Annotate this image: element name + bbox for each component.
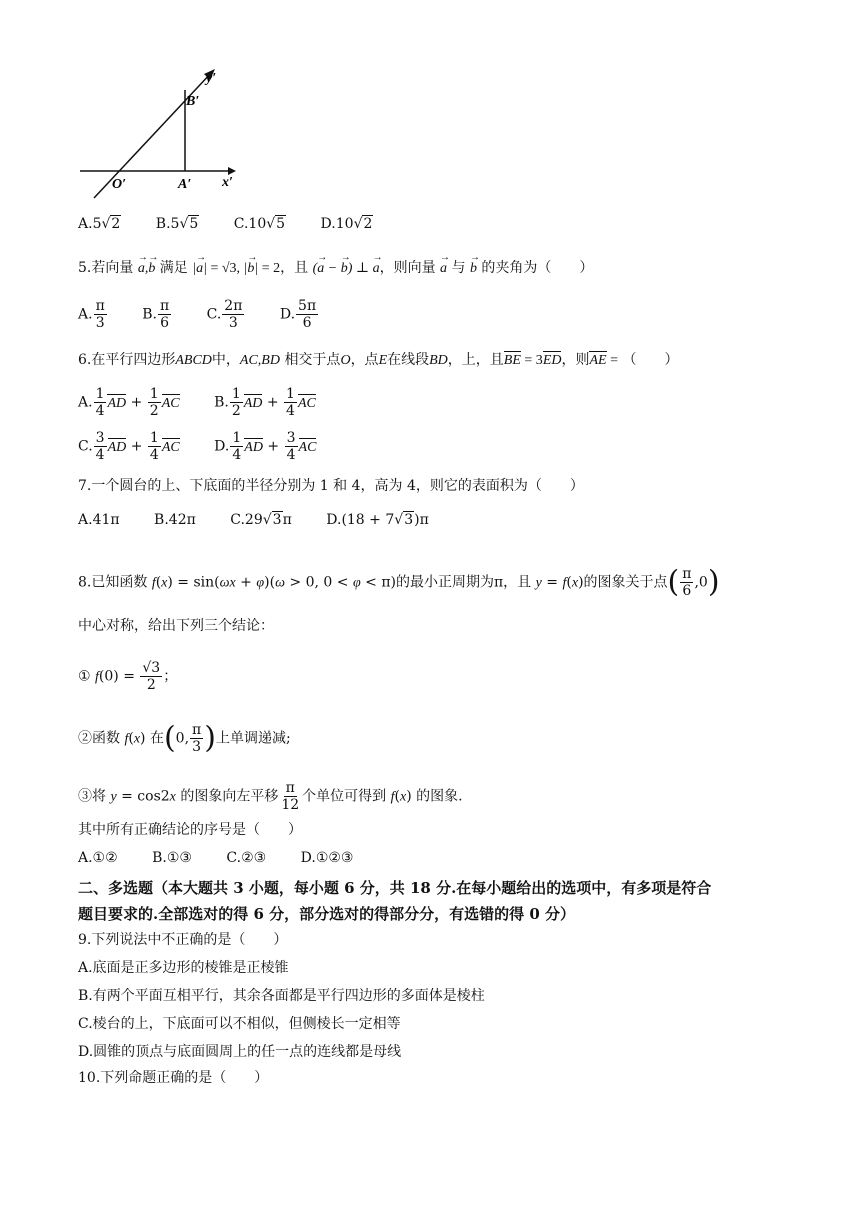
q4-options <box>78 214 403 234</box>
q6-option-a: A. $\frac{1}{4}$ AD + $\frac{1}{2}$ AC <box>78 386 180 419</box>
q7-option-d: D.(18 + 7√3)π <box>326 512 429 528</box>
q8-line2: 中心对称，给出下列三个结论： <box>78 618 274 634</box>
oblique-figure <box>78 62 248 202</box>
q7-options <box>78 510 459 530</box>
q9-option-d: D.圆锥的顶点与底面圆周上的任一点的连线都是母线 <box>78 1044 402 1060</box>
q9-option-b: B.有两个平面互相平行，其余各面都是平行四边形的多面体是棱柱 <box>78 988 485 1004</box>
q5-option-d: D. $\frac{5\pi}{6}$ <box>279 298 317 331</box>
section2-heading-1: 二、多选题（本大题共 3 小题，每小题 6 分，共 18 分.在每小题给出的选项中，有多项是符合 <box>78 879 712 897</box>
q6-options-ab <box>78 386 346 419</box>
q9-stem: 9.下列说法中不正确的是（ ） <box>78 932 288 948</box>
q7-option-b: B.42π <box>154 512 196 528</box>
label-o: O′ <box>112 177 127 192</box>
q8-ask: 其中所有正确结论的序号是（ ） <box>78 822 302 838</box>
q9-option-a: A.底面是正多边形的棱锥是正棱锥 <box>78 960 289 976</box>
x-axis-arrow <box>228 167 236 175</box>
q5-option-b: B. $\frac{\pi}{6}$ <box>142 298 170 331</box>
q4-option-a: A.5√2 <box>78 216 121 232</box>
q6-option-b: B. $\frac{1}{2}$ AD + $\frac{1}{4}$ AC <box>214 386 316 419</box>
q5-options <box>78 298 349 331</box>
q9-option-c: C.棱台的上，下底面可以不相似，但侧棱长一定相等 <box>78 1016 401 1032</box>
q6-stem: 6.在平行四边形ABCD中，AC,BD 相交于点O，点E在线段BD，上，且BE = 3ED，则AE = （ ） <box>78 350 678 371</box>
q8-option-d: D.①②③ <box>300 850 354 866</box>
label-a: A′ <box>178 177 192 192</box>
q8-option-c: C.②③ <box>226 850 267 866</box>
q6-option-d: D. $\frac{1}{4}$ AD + $\frac{3}{4}$ AC <box>214 430 317 463</box>
q6-option-c: C. $\frac{3}{4}$ AD + $\frac{1}{4}$ AC <box>78 430 180 463</box>
q8-stem: 8.已知函数 f(x) = sin(ωx + φ)(ω > 0, 0 < φ < π)的最小正周期为π，且 y = f(x)的图象关于点( $\frac{\pi}{6}$ ,0) <box>78 564 720 600</box>
q6-options-cd <box>78 430 346 463</box>
q7-option-a: A.41π <box>78 512 120 528</box>
q5-option-c: C. $\frac{2\pi}{3}$ <box>206 298 243 331</box>
q8-option-b: B.①③ <box>152 850 192 866</box>
q8-option-a: A.①② <box>78 850 118 866</box>
q5-option-a: A. $\frac{\pi}{3}$ <box>78 298 105 331</box>
label-b: B′ <box>186 94 200 109</box>
q4-option-c: C.10√5 <box>233 216 286 232</box>
q5-stem: 5.若向量 → a,→ b 满足 |→ a| = √3, |→ b| = 2，且 (→ a − → b) ⊥ → a，则向量 → a 与 → b 的夹角为（ ） <box>78 258 593 279</box>
label-x: x′ <box>222 175 233 190</box>
q7-option-c: C.29√3π <box>230 512 292 528</box>
q8-conclusion-2: ②函数 f(x) 在(0, $\frac{\pi}{3}$ )上单调递减; <box>78 720 291 756</box>
label-y: y′ <box>206 71 217 86</box>
q4-option-b: B.5√5 <box>155 216 199 232</box>
q4-option-d: D.10√2 <box>320 216 373 232</box>
q8-conclusion-1: ① f(0) = $\frac{√3}{2}$ ； <box>78 660 178 693</box>
q7-stem: 7.一个圆台的上、下底面的半径分别为 1 和 4，高为 4，则它的表面积为（ ） <box>78 478 584 494</box>
q8-conclusion-3: ③将 y = cos2x 的图象向左平移 $\frac{\pi}{12}$ 个单位可得到 f(x) 的图象. <box>78 780 463 813</box>
q10-stem: 10.下列命题正确的是（ ） <box>78 1070 269 1086</box>
q8-options <box>78 848 383 868</box>
section2-heading-2: 题目要求的.全部选对的得 6 分，部分选对的得部分分，有选错的得 0 分） <box>78 905 575 923</box>
